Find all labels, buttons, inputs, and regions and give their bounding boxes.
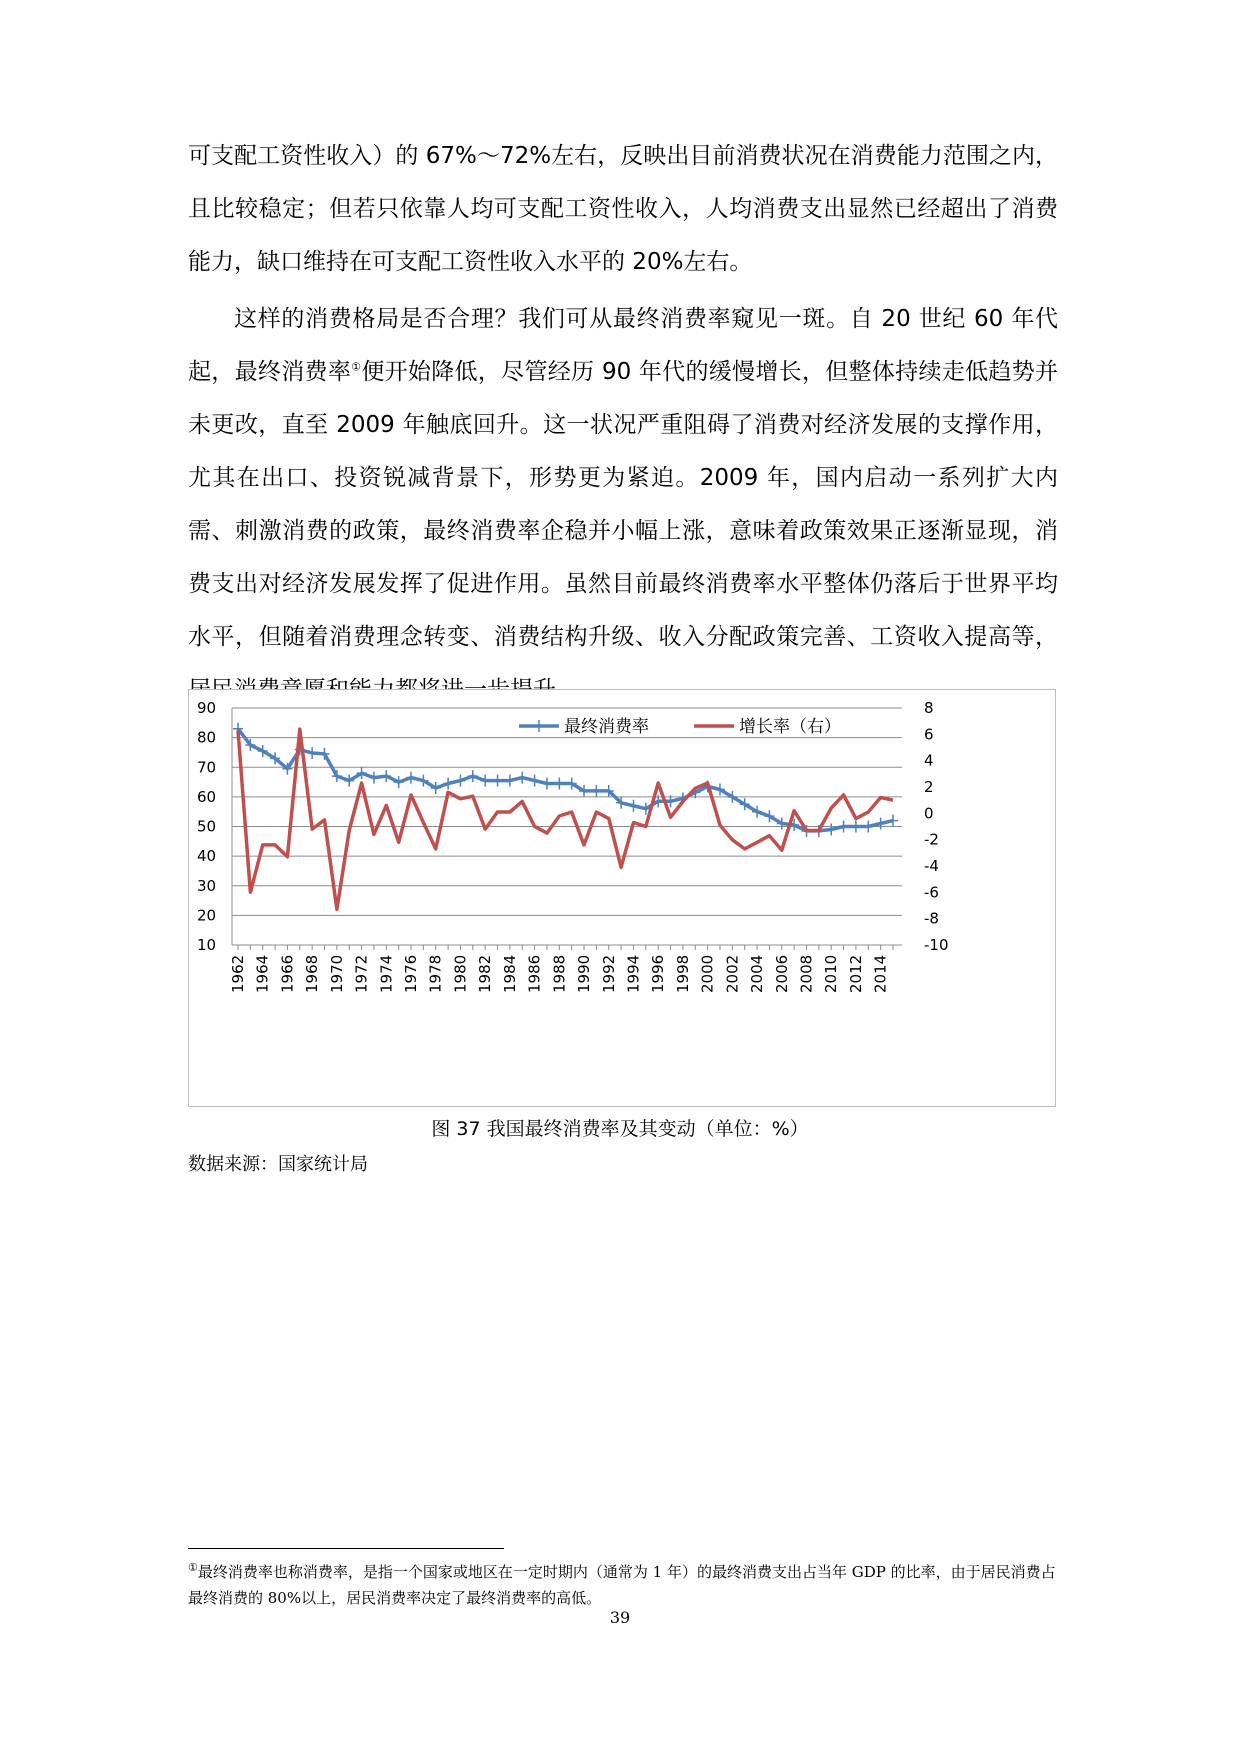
data-point-marker — [493, 775, 503, 787]
data-point-marker — [542, 778, 552, 790]
x-tick-label: 1968 — [303, 954, 322, 993]
y-left-tick-label: 10 — [197, 936, 217, 954]
data-point-marker — [826, 823, 836, 835]
y-left-tick-label: 60 — [197, 787, 217, 806]
data-point-marker — [505, 775, 515, 787]
y-right-tick-label: 2 — [924, 778, 934, 796]
x-tick-label: 2014 — [871, 954, 890, 993]
x-tick-label: 2008 — [797, 954, 816, 993]
paragraph-2-part-1: 这样的消费格局是否合理？我们可从最终消费率窥见一斑。自 20 世纪 60 年代起，最终消费率 — [188, 306, 1058, 385]
legend-label-1: 最终消费率 — [564, 717, 649, 737]
x-tick-label: 2002 — [723, 954, 742, 993]
y-right-tick-label: 8 — [924, 699, 934, 717]
x-tick-label: 2012 — [846, 954, 865, 993]
x-tick-label: 2006 — [772, 954, 791, 993]
y-left-tick-label: 20 — [197, 906, 217, 925]
x-tick-label: 1984 — [500, 954, 519, 993]
data-point-marker — [431, 782, 441, 794]
legend-label-2: 增长率（右） — [739, 717, 841, 737]
data-point-marker — [530, 775, 540, 787]
x-tick-label: 1970 — [327, 954, 346, 993]
data-point-marker — [258, 745, 268, 757]
figure-caption: 图 37 我国最终消费率及其变动（单位：%） — [431, 1118, 809, 1140]
x-tick-label: 1990 — [575, 954, 594, 993]
y-right-tick-label: -10 — [924, 936, 949, 954]
x-tick-label: 1962 — [229, 954, 247, 993]
data-point-marker — [480, 775, 490, 787]
x-tick-label: 1978 — [426, 954, 445, 993]
y-right-tick-label: 6 — [924, 725, 934, 744]
y-right-tick-label: -2 — [924, 830, 939, 849]
x-tick-label: 1996 — [649, 954, 668, 993]
data-point-marker — [517, 772, 527, 784]
x-tick-label: 1988 — [550, 954, 569, 993]
data-point-marker — [752, 806, 762, 818]
y-left-tick-label: 30 — [197, 876, 217, 895]
y-left-tick-label: 40 — [197, 847, 217, 866]
data-point-marker — [727, 791, 737, 803]
data-point-marker — [443, 778, 453, 790]
data-point-marker — [740, 798, 750, 810]
footnote — [188, 1555, 1058, 1611]
y-right-tick-label: 4 — [924, 751, 934, 770]
y-right-tick-label: 0 — [924, 804, 934, 823]
paragraph-2-part-2: 便开始降低，尽管经历 90 年代的缓慢增长，但整体持续走低趋势并未更改，直至 2009 年触底回升。这一状况严重阻碍了消费对经济发展的支撑作用，尤其在出口、投资锐减背景下，形势更为紧迫。2009 年，国内启动一系列扩大内需、刺激消费的政策，最终消费率企稳并小幅上涨，意味着政策效果正逐渐显现，消费支出对经济发展发挥了促进作用。虽然目前最终消费率水平整体仍落后于世界平均水平，但随着消费理念转变、消费结构升级、收入分配政策完善、工资收入提高等， — [188, 359, 1059, 650]
data-point-marker — [381, 770, 391, 782]
data-point-marker — [455, 775, 465, 787]
data-point-marker — [839, 821, 849, 833]
footnote-marker-inline: ① — [188, 1561, 198, 1574]
data-point-marker — [715, 783, 725, 795]
data-point-marker — [591, 785, 601, 797]
data-source: 数据来源：国家统计局 — [188, 1154, 368, 1175]
x-tick-label: 1966 — [278, 954, 297, 993]
paragraph-1: 可支配工资性收入）的 67%～72%左右，反映出目前消费状况在消费能力范围之内，且比较稳定；但若只依靠人均可支配工资性收入，人均消费支出显然已经超出了消费能力，缺口维持在可支配工资性收入水平的 20%左右。 — [188, 143, 1058, 275]
x-tick-label: 1998 — [673, 954, 692, 993]
data-point-marker — [418, 775, 428, 787]
x-tick-label: 1986 — [525, 954, 544, 993]
data-point-marker — [394, 776, 404, 788]
data-point-marker — [579, 785, 589, 797]
body-text — [188, 130, 1058, 717]
footnote-text: 最终消费率也称消费率，是指一个国家或地区在一定时期内（通常为 1 年）的最终消费支出占当年 GDP 的比率，由于居民消费占最终消费的 80%以上，居民消费率决定了最终消费率的高低。 — [188, 1563, 1056, 1607]
x-tick-label: 1994 — [624, 954, 643, 993]
x-tick-label: 1992 — [599, 954, 618, 993]
y-left-tick-label: 70 — [197, 758, 217, 777]
data-point-marker — [307, 747, 317, 759]
y-left-tick-label: 50 — [197, 817, 217, 836]
y-right-tick-label: -4 — [924, 857, 939, 875]
paragraph-2 — [188, 293, 1058, 717]
data-point-marker — [863, 821, 873, 833]
y-right-tick-label: -6 — [924, 883, 939, 902]
y-right-tick-label: -8 — [924, 909, 939, 928]
x-tick-label: 1980 — [451, 954, 470, 993]
footnote-marker[interactable]: ① — [351, 360, 362, 374]
x-tick-label: 1972 — [352, 954, 371, 993]
x-tick-label: 2000 — [698, 954, 717, 993]
consumption-rate-chart — [188, 689, 1056, 1107]
data-point-marker — [764, 810, 774, 822]
x-tick-label: 1974 — [377, 954, 396, 993]
chart-svg — [189, 690, 1057, 1108]
data-point-marker — [777, 818, 787, 830]
data-point-marker — [628, 800, 638, 812]
footnote-divider — [188, 1548, 504, 1549]
data-point-marker — [369, 772, 379, 784]
page-number: 39 — [609, 1608, 631, 1627]
data-point-marker — [554, 778, 564, 790]
data-point-marker — [851, 821, 861, 833]
data-point-marker — [468, 770, 478, 782]
y-left-tick-label: 80 — [197, 728, 217, 747]
legend-marker — [534, 720, 544, 732]
data-point-marker — [357, 767, 367, 779]
data-point-marker — [888, 815, 898, 827]
x-tick-label: 2010 — [822, 954, 841, 993]
data-point-marker — [406, 772, 416, 784]
x-tick-label: 1982 — [476, 954, 495, 993]
x-tick-label: 2004 — [748, 954, 767, 993]
x-tick-label: 1964 — [253, 954, 272, 993]
y-left-tick-label: 90 — [197, 699, 217, 717]
x-tick-label: 1976 — [402, 954, 421, 993]
data-point-marker — [876, 818, 886, 830]
data-point-marker — [344, 775, 354, 787]
data-point-marker — [567, 778, 577, 790]
